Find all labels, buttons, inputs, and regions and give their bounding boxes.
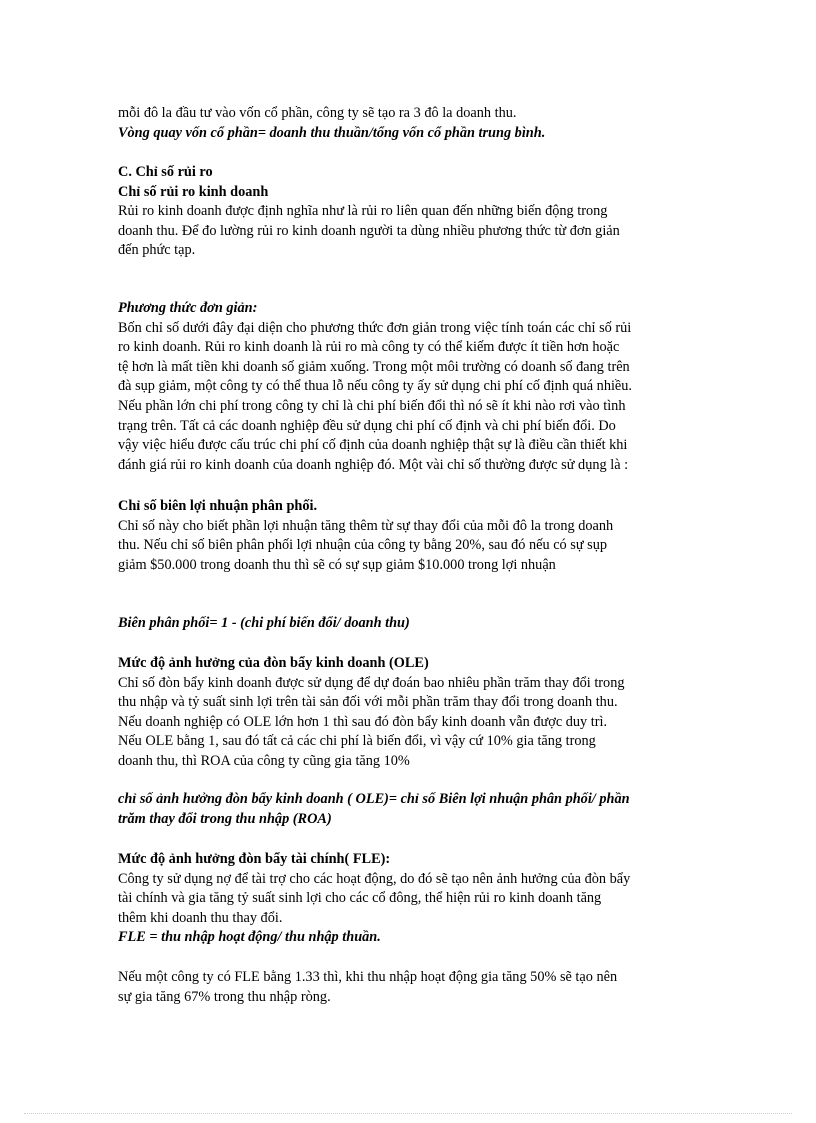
fle-section <box>118 850 698 948</box>
ole-heading: Mức độ ảnh hưởng của đòn bẩy kinh doanh (OLE) <box>118 655 429 671</box>
paragraph-line: tệ hơn là mất tiền khi doanh số giảm xuống. Trong một môi trường có doanh số đang trên <box>118 358 630 375</box>
simple-method-heading: Phương thức đơn giản: <box>118 300 258 316</box>
paragraph-line: Công ty sử dụng nợ để tài trợ cho các hoạt động, do đó sẽ tạo nên ảnh hưởng của đòn bẩy <box>118 870 631 887</box>
intro-block <box>118 104 698 143</box>
paragraph-line: Nếu OLE bằng 1, sau đó tất cả các chi phí là biến đổi, vì vậy cứ 10% gia tăng trong <box>118 733 596 750</box>
paragraph-line: tài chính và gia tăng tỷ suất sinh lợi cho các cổ đông, thể hiện rủi ro kinh doanh tăng <box>118 890 602 907</box>
paragraph-line: Bốn chỉ số dưới đây đại diện cho phương thức đơn giản trong việc tính toán các chỉ số rủi <box>118 319 632 336</box>
paragraph-line: vậy việc hiểu được cấu trúc chi phí cố định của doanh nghiệp thật sự là điều cần thiết khi <box>118 437 628 454</box>
ole-formula-line: chỉ số ảnh hưởng đòn bẩy kinh doanh ( OLE)= chỉ số Biên lợi nhuận phân phối/ phần <box>118 791 630 807</box>
paragraph-line: đánh giá rủi ro kinh doanh của doanh nghiệp đó. Một vài chỉ số thường được sử dụng là : <box>118 456 629 473</box>
contribution-margin-section <box>118 497 698 575</box>
contribution-margin-formula: Biên phân phối= 1 - (chi phí biến đổi/ doanh thu) <box>118 615 410 631</box>
paragraph-line: đến phức tạp. <box>118 242 196 259</box>
fle-formula: FLE = thu nhập hoạt động/ thu nhập thuần. <box>118 929 381 946</box>
contribution-margin-formula-block <box>118 614 698 634</box>
paragraph-line: thêm khi doanh thu thay đổi. <box>118 909 283 926</box>
paragraph-line: doanh thu, thì ROA của công ty cũng gia tăng 10% <box>118 752 410 769</box>
ole-formula-block <box>118 790 698 829</box>
simple-method-section <box>118 299 698 475</box>
ole-section <box>118 654 698 772</box>
ole-formula-line: trăm thay đổi trong thu nhập (ROA) <box>118 810 332 827</box>
paragraph-line: Nếu một công ty có FLE bằng 1.33 thì, khi thu nhập hoạt động gia tăng 50% sẽ tạo nên <box>118 969 618 985</box>
paragraph-line: Nếu doanh nghiệp có OLE lớn hơn 1 thì sau đó đòn bẩy kinh doanh vẫn được duy trì. <box>118 713 608 730</box>
paragraph-line: sự gia tăng 67% trong thu nhập ròng. <box>118 988 331 1005</box>
paragraph-line: thu. Nếu chỉ số biên phân phối lợi nhuận của công ty bằng 20%, sau đó nếu có sự sụp <box>118 537 608 554</box>
paragraph-line: Chỉ số đòn bẩy kinh doanh được sử dụng để dự đoán bao nhiêu phần trăm thay đổi trong <box>118 674 625 691</box>
intro-text: mỗi đô la đầu tư vào vốn cổ phần, công ty sẽ tạo ra 3 đô la doanh thu. <box>118 105 517 121</box>
section-c-title: C. Chỉ số rủi ro <box>118 164 213 180</box>
paragraph-line: Chỉ số này cho biết phần lợi nhuận tăng thêm từ sự thay đổi của mỗi đô la trong doanh <box>118 517 614 534</box>
paragraph-line: ro kinh doanh. Rủi ro kinh doanh là rủi ro mà công ty có thể kiếm được ít tiền hơn hoặc <box>118 339 620 356</box>
equity-turnover-formula: Vòng quay vốn cổ phần= doanh thu thuần/tổng vốn cổ phần trung bình. <box>118 124 546 141</box>
paragraph-line: doanh thu. Để đo lường rủi ro kinh doanh người ta dùng nhiều phương thức từ đơn giản <box>118 222 620 239</box>
section-c-subtitle: Chỉ số rủi ro kinh doanh <box>118 183 269 200</box>
paragraph-line: thu nhập và tỷ suất sinh lợi trên tài sản đối với mỗi phần trăm thay đổi trong doanh thu. <box>118 694 618 711</box>
paragraph-line: Rủi ro kinh doanh được định nghĩa như là rủi ro liên quan đến những biến động trong <box>118 203 608 220</box>
paragraph-line: giảm $50.000 trong doanh thu thì sẽ có sự sụp giảm $10.000 trong lợi nhuận <box>118 556 556 573</box>
section-c <box>118 163 698 261</box>
contribution-margin-heading: Chỉ số biên lợi nhuận phân phối. <box>118 498 318 514</box>
paragraph-line: đà sụp giảm, một công ty có thể thua lỗ nếu công ty ấy sử dụng chi phí cố định quá nhiều. <box>118 378 633 395</box>
fle-example-block <box>118 968 698 1007</box>
paragraph-line: trạng trên. Tất cả các doanh nghiệp đều sử dụng chi phí cố định và chi phí biến đổi. Do <box>118 417 616 434</box>
page-bottom-divider <box>24 1113 792 1114</box>
fle-heading: Mức độ ảnh hưởng đòn bẩy tài chính( FLE): <box>118 851 391 867</box>
paragraph-line: Nếu phần lớn chi phí trong công ty chỉ là chi phí biến đổi thì nó sẽ ít khi nào rơi vào tình <box>118 397 626 414</box>
